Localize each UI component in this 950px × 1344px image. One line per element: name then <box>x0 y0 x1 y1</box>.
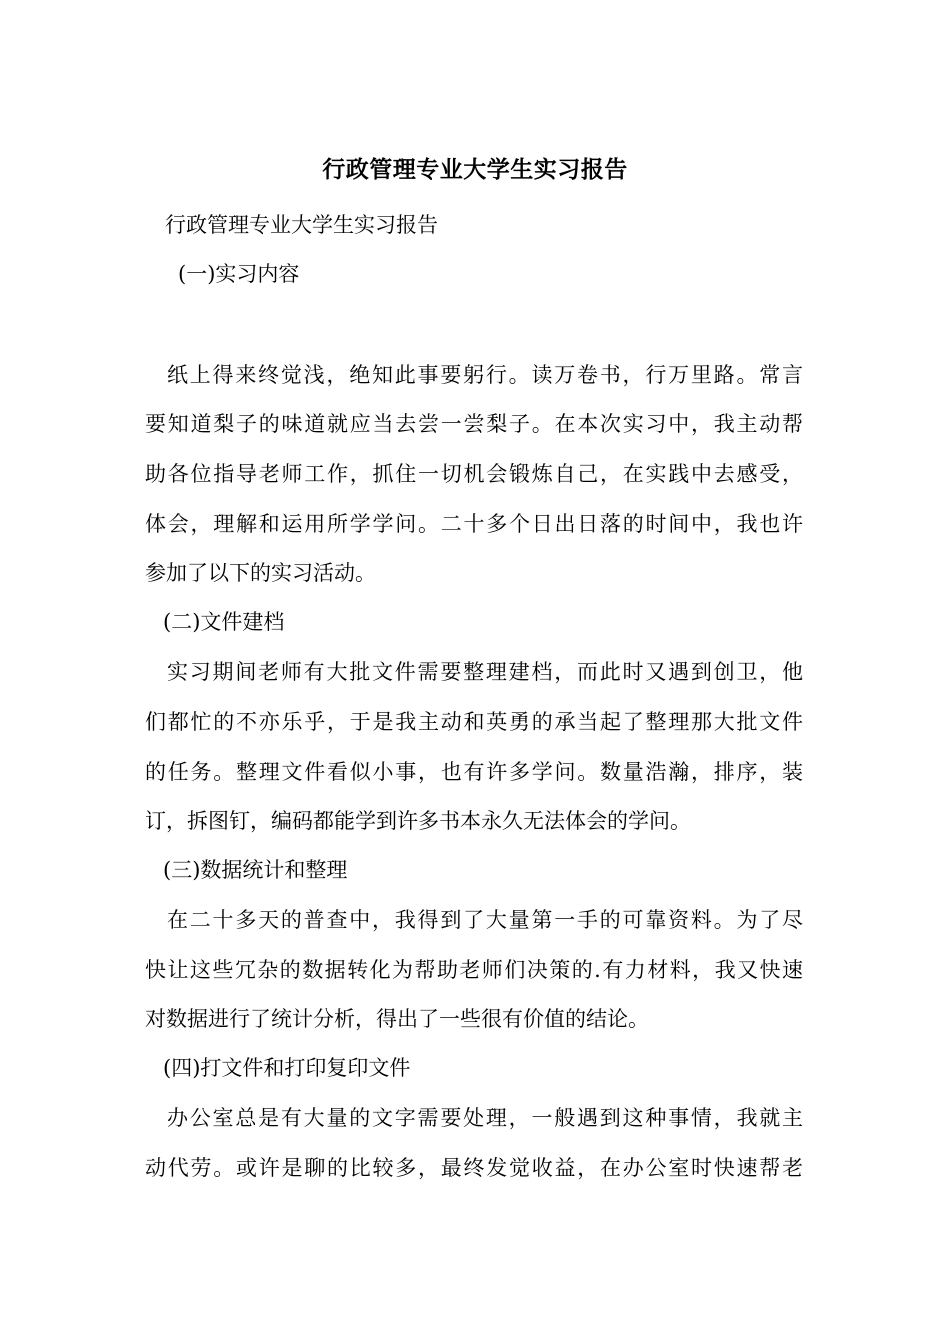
paragraph-line: 的任务。整理文件看似小事，也有许多学问。数量浩瀚，排序，装 <box>145 760 803 784</box>
paragraph-line: 参加了以下的实习活动。 <box>145 561 376 585</box>
paragraph-line: 办公室总是有大量的文字需要处理，一般遇到这种事情，我就主 <box>167 1106 803 1130</box>
section-heading: (一)实习内容 <box>178 262 300 286</box>
paragraph-line: 动代劳。或许是聊的比较多，最终发觉收益，在办公室时快速帮老 <box>145 1156 803 1180</box>
paragraph-line: 对数据进行了统计分析，得出了一些很有价值的结论。 <box>145 1007 649 1031</box>
document-subtitle: 行政管理专业大学生实习报告 <box>165 213 438 237</box>
paragraph-line: 纸上得来终觉浅，绝知此事要躬行。读万卷书，行万里路。常言 <box>167 363 803 387</box>
section-heading: (三)数据统计和整理 <box>163 858 348 882</box>
paragraph-line: 快让这些冗杂的数据转化为帮助老师们决策的.有力材料，我又快速 <box>145 958 803 982</box>
paragraph-line: 订，拆图钉，编码都能学到许多书本永久无法体会的学问。 <box>145 809 691 833</box>
section-heading: (四)打文件和打印复印文件 <box>163 1056 411 1080</box>
paragraph-line: 要知道梨子的味道就应当去尝一尝梨子。在本次实习中，我主动帮 <box>145 412 803 436</box>
paragraph-line: 在二十多天的普查中，我得到了大量第一手的可靠资料。为了尽 <box>167 908 803 932</box>
section-heading: (二)文件建档 <box>163 610 285 634</box>
paragraph-line: 助各位指导老师工作，抓住一切机会锻炼自己，在实践中去感受， <box>145 462 803 486</box>
paragraph-line: 体会，理解和运用所学学问。二十多个日出日落的时间中，我也许 <box>145 512 803 536</box>
paragraph-line: 们都忙的不亦乐乎，于是我主动和英勇的承当起了整理那大批文件 <box>145 710 803 734</box>
paragraph-line: 实习期间老师有大批文件需要整理建档，而此时又遇到创卫，他 <box>167 660 803 684</box>
document-title: 行政管理专业大学生实习报告 <box>322 156 628 183</box>
